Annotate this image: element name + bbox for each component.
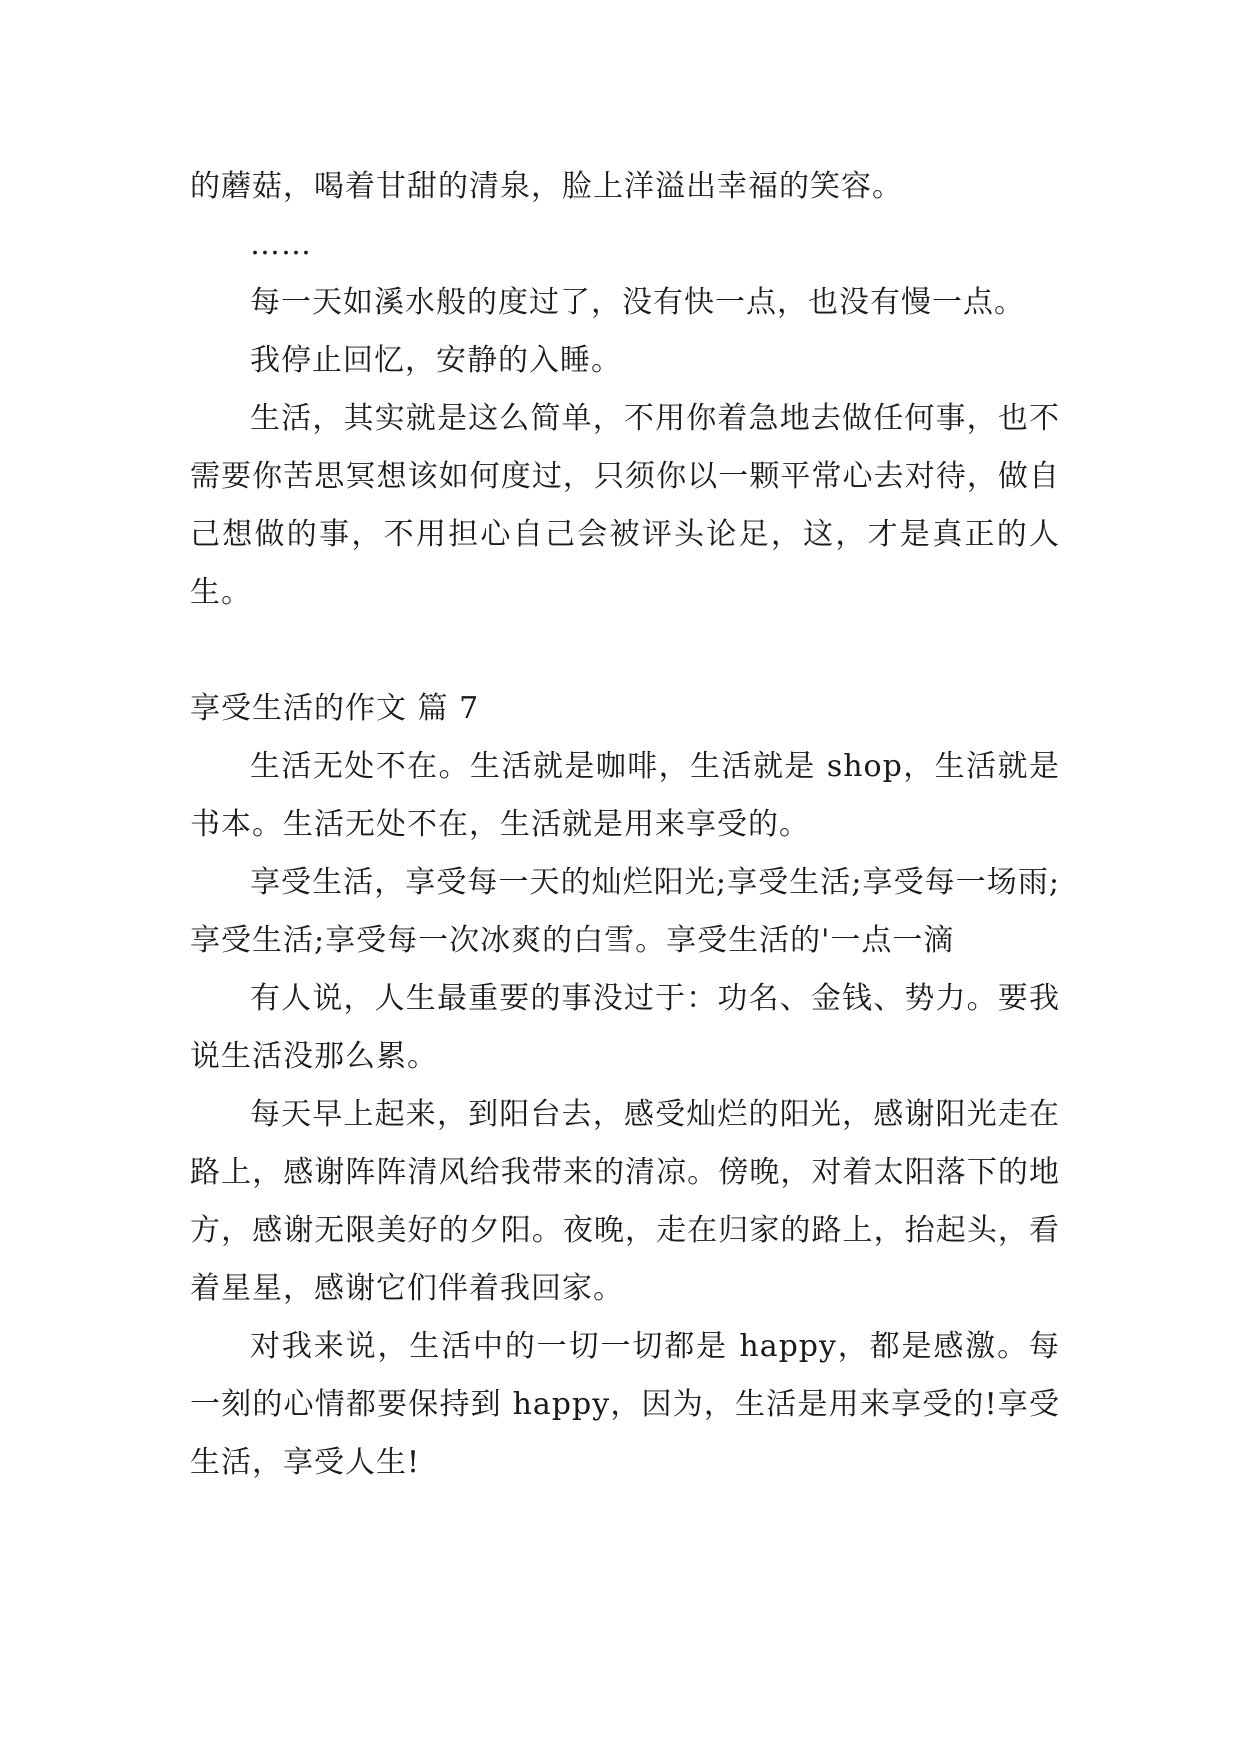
paragraph: 有人说，人生最重要的事没过于：功名、金钱、势力。要我说生活没那么累。 [190, 981, 1060, 1074]
paragraph: 生活，其实就是这么简单，不用你着急地去做任何事，也不需要你苦思冥想该如何度过，只须你以一颗平常心去对待，做自己想做的事，不用担心自己会被评头论足，这，才是真正的人生。 [190, 401, 1060, 610]
paragraph: 生活无处不在。生活就是咖啡，生活就是 shop，生活就是书本。生活无处不在，生活就是用来享受的。 [190, 749, 1060, 842]
section-gap [190, 622, 1060, 680]
document-body [190, 158, 1060, 1492]
paragraph: 每一天如溪水般的度过了，没有快一点，也没有慢一点。 [250, 285, 1025, 320]
paragraph: 我停止回忆，安静的入睡。 [250, 343, 622, 378]
paragraph-continuation: 的蘑菇，喝着甘甜的清泉，脸上洋溢出幸福的笑容。 [190, 169, 903, 204]
paragraph-ellipsis: …… [250, 227, 312, 262]
paragraph: 每天早上起来，到阳台去，感受灿烂的阳光，感谢阳光走在路上，感谢阵阵清风给我带来的清凉。傍晚，对着太阳落下的地方，感谢无限美好的夕阳。夜晚，走在归家的路上，抬起头，看着星星，感谢它们伴着我回家。 [190, 1097, 1060, 1306]
section-title: 享受生活的作文 篇 7 [190, 691, 480, 726]
paragraph: 享受生活，享受每一天的灿烂阳光;享受生活;享受每一场雨;享受生活;享受每一次冰爽的白雪。享受生活的'一点一滴 [190, 865, 1060, 958]
paragraph: 对我来说，生活中的一切一切都是 happy，都是感激。每一刻的心情都要保持到 happy，因为，生活是用来享受的!享受生活，享受人生! [190, 1329, 1060, 1480]
